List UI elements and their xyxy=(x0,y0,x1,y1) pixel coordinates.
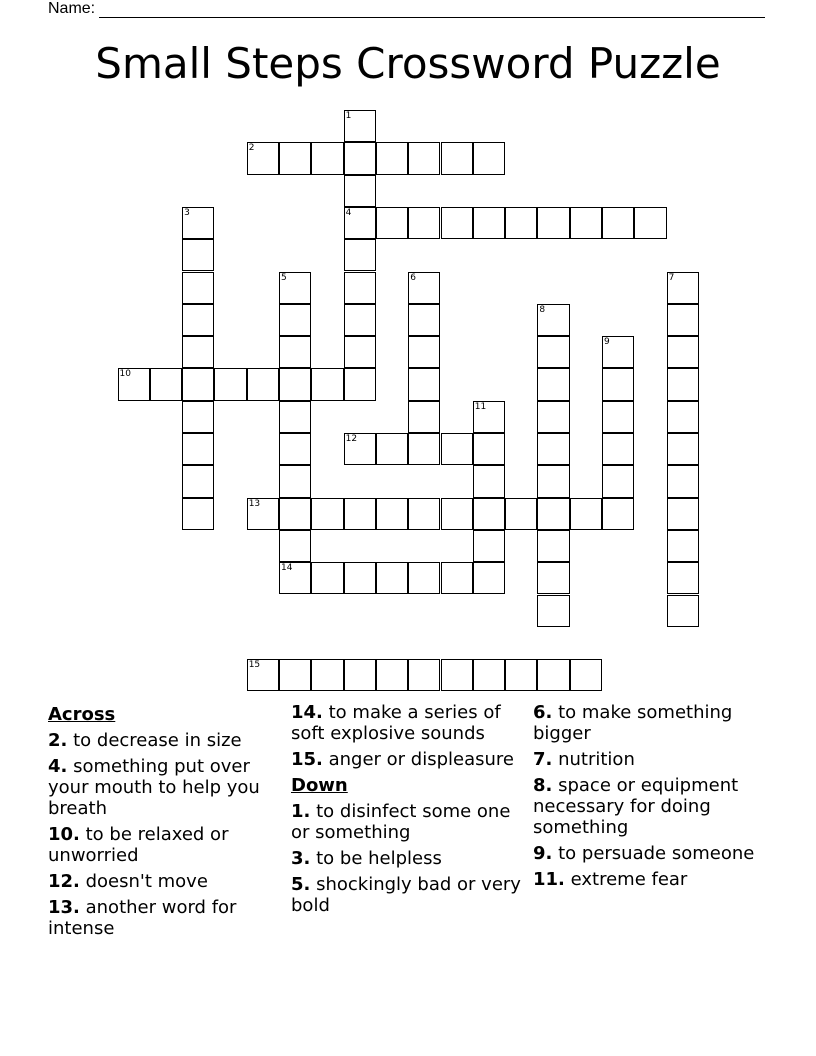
grid-cell[interactable] xyxy=(344,142,376,174)
grid-cell[interactable] xyxy=(279,433,311,465)
clue-item-text: space or equipment necessary for doing something xyxy=(533,775,739,838)
grid-cell[interactable] xyxy=(311,498,343,530)
clue-item-text: to make something bigger xyxy=(533,702,733,744)
grid-cell[interactable] xyxy=(376,498,408,530)
grid-cell[interactable] xyxy=(602,401,634,433)
grid-cell[interactable] xyxy=(344,659,376,691)
grid-cell[interactable] xyxy=(537,562,569,594)
grid-cell[interactable] xyxy=(182,239,214,271)
clue-number: 13 xyxy=(248,498,261,509)
grid-cell[interactable] xyxy=(279,659,311,691)
grid-cell[interactable] xyxy=(667,336,699,368)
clue-item xyxy=(48,824,288,866)
clue-item-number: 8. xyxy=(533,775,553,796)
grid-cell[interactable] xyxy=(182,304,214,336)
grid-cell[interactable] xyxy=(634,207,666,239)
grid-cell[interactable] xyxy=(602,207,634,239)
grid-cell[interactable] xyxy=(473,530,505,562)
grid-cell[interactable] xyxy=(441,498,473,530)
clue-number: 1 xyxy=(345,111,352,121)
clue-item-number: 9. xyxy=(533,843,553,864)
clue-number: 7 xyxy=(668,272,675,283)
grid-cell[interactable] xyxy=(667,530,699,562)
grid-cell[interactable] xyxy=(537,336,569,368)
grid-cell[interactable] xyxy=(279,401,311,433)
grid-cell[interactable] xyxy=(182,498,214,530)
clue-number: 15 xyxy=(248,660,261,671)
grid-cell[interactable] xyxy=(408,272,440,304)
grid-cell[interactable] xyxy=(344,207,376,239)
clue-item-text: another word for intense xyxy=(48,897,237,939)
clue-item-text: to be relaxed or unworried xyxy=(48,824,229,866)
clue-item-number: 7. xyxy=(533,749,553,770)
grid-cell[interactable] xyxy=(247,142,279,174)
grid-cell[interactable] xyxy=(505,659,537,691)
clue-item xyxy=(533,843,773,864)
grid-cell[interactable] xyxy=(537,530,569,562)
grid-cell[interactable] xyxy=(408,401,440,433)
clue-item-text: to make a series of soft explosive sounds xyxy=(291,702,501,744)
grid-cell[interactable] xyxy=(376,562,408,594)
grid-cell[interactable] xyxy=(344,336,376,368)
grid-cell[interactable] xyxy=(279,530,311,562)
down-clue-list xyxy=(291,801,531,916)
clue-item-text: to persuade someone xyxy=(552,843,755,864)
clue-item xyxy=(533,869,773,890)
clue-item xyxy=(48,730,288,751)
clue-item-number: 11. xyxy=(533,869,565,890)
clue-item xyxy=(291,874,531,916)
grid-cell[interactable] xyxy=(441,659,473,691)
grid-cell[interactable] xyxy=(537,465,569,497)
clue-item xyxy=(291,749,531,770)
grid-cell[interactable] xyxy=(408,562,440,594)
grid-cell[interactable] xyxy=(344,562,376,594)
grid-cell[interactable] xyxy=(667,465,699,497)
clue-item xyxy=(533,702,773,744)
grid-cell[interactable] xyxy=(667,368,699,400)
clue-item-number: 1. xyxy=(291,801,311,822)
across-heading: Across xyxy=(48,704,116,725)
grid-cell[interactable] xyxy=(279,142,311,174)
grid-cell[interactable] xyxy=(602,336,634,368)
clue-item-number: 10. xyxy=(48,824,80,845)
clue-item xyxy=(291,848,531,869)
grid-cell[interactable] xyxy=(602,368,634,400)
grid-cell[interactable] xyxy=(247,659,279,691)
grid-cell[interactable] xyxy=(408,659,440,691)
clue-item-number: 15. xyxy=(291,749,323,770)
grid-cell[interactable] xyxy=(602,433,634,465)
grid-cell[interactable] xyxy=(311,368,343,400)
grid-cell[interactable] xyxy=(279,304,311,336)
clue-item-number: 13. xyxy=(48,897,80,918)
grid-cell[interactable] xyxy=(118,368,150,400)
grid-cell[interactable] xyxy=(408,142,440,174)
grid-cell[interactable] xyxy=(473,433,505,465)
grid-cell[interactable] xyxy=(441,207,473,239)
grid-cell[interactable] xyxy=(279,562,311,594)
grid-cell[interactable] xyxy=(182,433,214,465)
grid-cell[interactable] xyxy=(279,465,311,497)
grid-cell[interactable] xyxy=(473,465,505,497)
clue-item-text: something put over your mouth to help you breath xyxy=(48,756,260,819)
clue-number: 11 xyxy=(474,401,487,412)
grid-cell[interactable] xyxy=(182,401,214,433)
grid-cell[interactable] xyxy=(473,207,505,239)
clue-item xyxy=(291,801,531,843)
grid-cell[interactable] xyxy=(441,562,473,594)
clue-number: 8 xyxy=(539,304,546,315)
clue-item-number: 2. xyxy=(48,730,68,751)
clue-item xyxy=(291,702,531,744)
grid-cell[interactable] xyxy=(344,498,376,530)
grid-cell[interactable] xyxy=(311,659,343,691)
grid-cell[interactable] xyxy=(344,304,376,336)
clue-number: 6 xyxy=(410,272,416,283)
clue-item xyxy=(48,871,288,892)
clue-item-text: doesn't move xyxy=(79,871,208,892)
clues-column-2 xyxy=(291,702,531,921)
grid-cell[interactable] xyxy=(667,401,699,433)
grid-cell[interactable] xyxy=(247,368,279,400)
clues-column-3 xyxy=(533,702,773,895)
grid-cell[interactable] xyxy=(537,498,569,530)
across-clue-list xyxy=(48,730,288,939)
clue-number: 10 xyxy=(119,369,131,380)
grid-cell[interactable] xyxy=(344,272,376,304)
grid-cell[interactable] xyxy=(279,336,311,368)
grid-cell[interactable] xyxy=(376,142,408,174)
grid-cell[interactable] xyxy=(667,304,699,336)
grid-cell[interactable] xyxy=(279,368,311,400)
clue-number: 12 xyxy=(345,434,358,444)
grid-cell[interactable] xyxy=(537,659,569,691)
clue-item xyxy=(533,749,773,770)
clue-item-number: 3. xyxy=(291,848,311,869)
clue-item-number: 14. xyxy=(291,702,323,723)
grid-cell[interactable] xyxy=(408,498,440,530)
clue-item-number: 4. xyxy=(48,756,68,777)
clue-item-text: shockingly bad or very bold xyxy=(291,874,521,916)
grid-cell[interactable] xyxy=(311,562,343,594)
grid-cell[interactable] xyxy=(408,207,440,239)
grid-cell[interactable] xyxy=(344,175,376,207)
grid-cell[interactable] xyxy=(182,336,214,368)
across-clue-list-continued xyxy=(291,702,531,770)
grid-cell[interactable] xyxy=(570,498,602,530)
grid-cell[interactable] xyxy=(311,142,343,174)
grid-cell[interactable] xyxy=(473,401,505,433)
grid-cell[interactable] xyxy=(537,368,569,400)
grid-cell[interactable] xyxy=(570,659,602,691)
grid-cell[interactable] xyxy=(473,659,505,691)
clue-item xyxy=(533,775,773,838)
grid-cell[interactable] xyxy=(667,562,699,594)
clues-column-1 xyxy=(48,702,288,944)
down-clue-list-continued xyxy=(533,702,773,890)
grid-cell[interactable] xyxy=(376,207,408,239)
clue-item-text: to decrease in size xyxy=(67,730,242,751)
grid-cell[interactable] xyxy=(182,272,214,304)
grid-cell[interactable] xyxy=(150,368,182,400)
clue-item-number: 12. xyxy=(48,871,80,892)
clue-number: 14 xyxy=(281,563,293,574)
clue-number: 2 xyxy=(248,143,255,154)
clue-number: 3 xyxy=(184,207,190,218)
grid-cell[interactable] xyxy=(344,239,376,271)
grid-cell[interactable] xyxy=(441,142,473,174)
grid-cell[interactable] xyxy=(344,368,376,400)
name-label: Name: xyxy=(48,0,96,17)
clue-item-text: anger or displeasure xyxy=(322,749,515,770)
clue-item-number: 6. xyxy=(533,702,553,723)
grid-cell[interactable] xyxy=(602,465,634,497)
clue-item-text: to be helpless xyxy=(310,848,442,869)
grid-cell[interactable] xyxy=(344,433,376,465)
clue-item-number: 5. xyxy=(291,874,311,895)
clue-number: 9 xyxy=(604,337,610,348)
grid-cell[interactable] xyxy=(537,207,569,239)
grid-cell[interactable] xyxy=(408,433,440,465)
grid-cell[interactable] xyxy=(537,433,569,465)
clue-item-text: nutrition xyxy=(552,749,635,770)
grid-cell[interactable] xyxy=(344,110,376,142)
grid-cell[interactable] xyxy=(279,272,311,304)
grid-cell[interactable] xyxy=(667,498,699,530)
grid-cell[interactable] xyxy=(408,336,440,368)
grid-cell[interactable] xyxy=(505,207,537,239)
clue-item-text: to disinfect some one or something xyxy=(291,801,511,843)
grid-cell[interactable] xyxy=(602,498,634,530)
grid-cell[interactable] xyxy=(667,433,699,465)
grid-cell[interactable] xyxy=(537,595,569,627)
down-heading: Down xyxy=(291,775,348,796)
grid-cell[interactable] xyxy=(537,304,569,336)
grid-cell[interactable] xyxy=(376,433,408,465)
grid-cell[interactable] xyxy=(505,498,537,530)
clue-item xyxy=(48,756,288,819)
grid-cell[interactable] xyxy=(214,368,246,400)
clue-item xyxy=(48,897,288,939)
grid-cell[interactable] xyxy=(537,401,569,433)
grid-cell[interactable] xyxy=(473,562,505,594)
clue-number: 4 xyxy=(345,207,352,218)
page-title: Small Steps Crossword Puzzle xyxy=(95,39,721,88)
grid-cell[interactable] xyxy=(182,368,214,400)
clue-number: 5 xyxy=(281,272,287,283)
grid-cell[interactable] xyxy=(441,433,473,465)
grid-cell[interactable] xyxy=(376,659,408,691)
grid-cell[interactable] xyxy=(279,498,311,530)
grid-cell[interactable] xyxy=(182,207,214,239)
grid-cell[interactable] xyxy=(473,498,505,530)
grid-cell[interactable] xyxy=(570,207,602,239)
grid-cell[interactable] xyxy=(473,142,505,174)
grid-cell[interactable] xyxy=(182,465,214,497)
grid-cell[interactable] xyxy=(408,304,440,336)
grid-cell[interactable] xyxy=(247,498,279,530)
grid-cell[interactable] xyxy=(667,272,699,304)
grid-cell[interactable] xyxy=(408,368,440,400)
clue-item-text: extreme fear xyxy=(564,869,688,890)
grid-cell[interactable] xyxy=(667,595,699,627)
